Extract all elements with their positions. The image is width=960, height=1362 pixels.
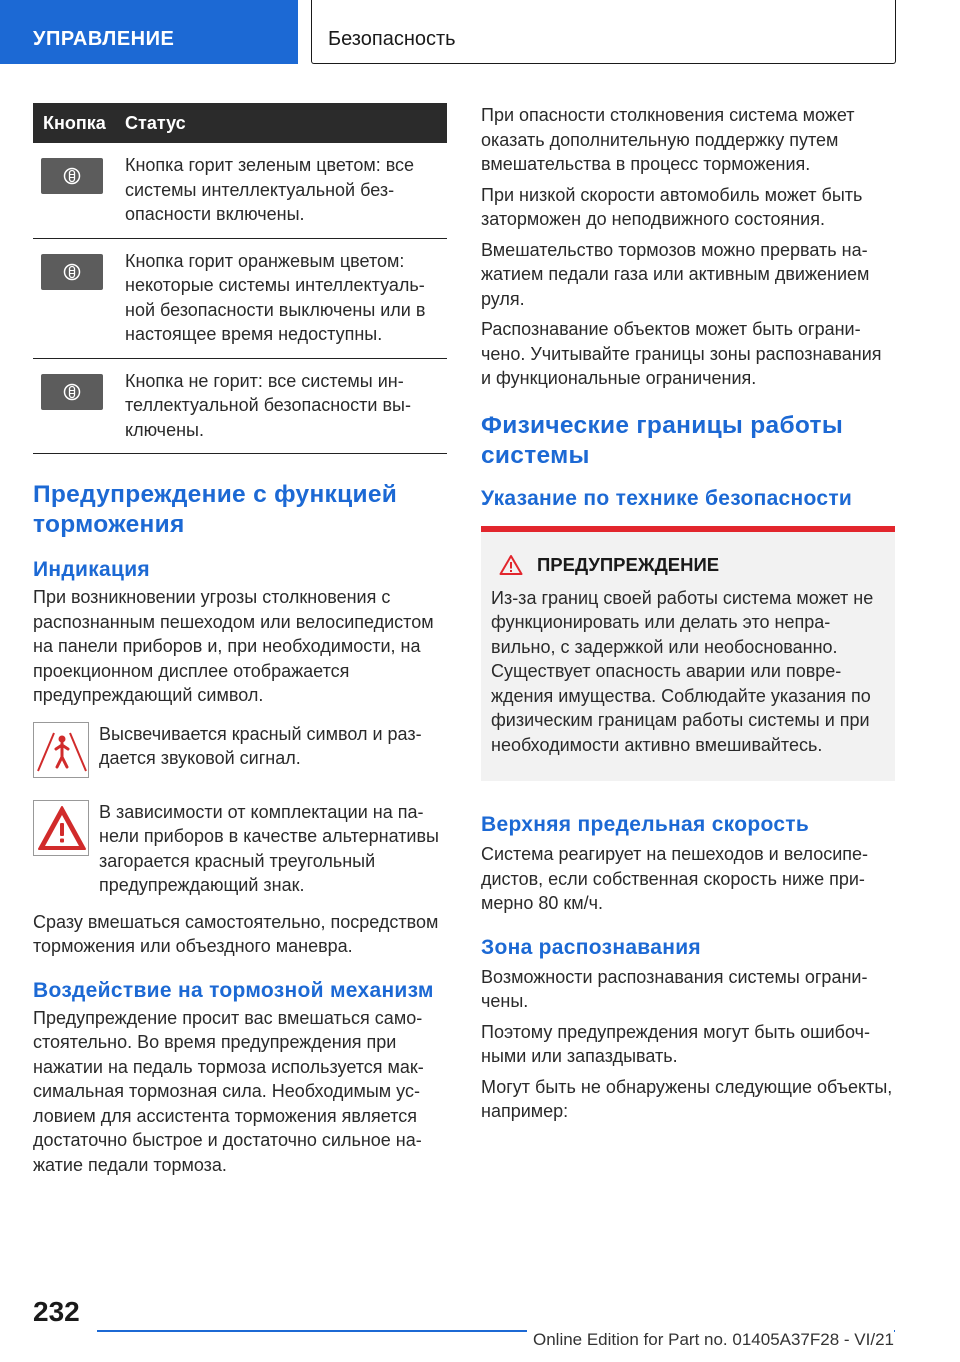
table-row (33, 143, 447, 239)
paragraph-braking-support: При опасности столкновения система может оказать дополнительную поддержку путем вмешательства в процесс торможения. (481, 105, 855, 174)
subheading-brake-system: Воздействие на тормозной механизм (33, 978, 434, 1002)
status-text: Кнопка горит оранжевым цветом: некоторые системы интеллектуальной безопасности выключены или в настоящее время недоступны. (125, 250, 426, 344)
paragraph-low-speed: При низкой скорости автомобиль может быть заторможен до неподвижного состояния. (481, 184, 863, 229)
paragraph-red-symbol: Высвечивается красный символ и раздается звуковой сигнал. (99, 723, 422, 768)
paragraph-zone-objects: Могут быть не обнаружены следующие объекты, например: (481, 1076, 893, 1121)
paragraph-zone-errors: Поэтому предупреждения могут быть ошибочными или запаздывать. (481, 1021, 870, 1066)
table-header-status: Статус (125, 112, 186, 133)
table-header (33, 103, 447, 143)
paragraph-recognition-limits: Распознавание объектов может быть ограничено. Учитывайте границы зоны распознавания и функциональные ограничения. (481, 319, 882, 388)
right-column (481, 103, 895, 1136)
button-off-icon (41, 374, 103, 410)
paragraph-zone-limits: Возможности распознавания системы ограничены. (481, 966, 868, 1011)
edition-text: Online Edition for Part no. 01405A37F28 - VI/21 (527, 1330, 894, 1350)
subheading-detection-zone: Зона распознавания (481, 935, 701, 959)
icon-paragraph-triangle (33, 800, 447, 898)
topic-title: Безопасность (328, 28, 456, 50)
section-heading-braking-warning: Предупреждение с функцией торможения (33, 481, 398, 538)
section-heading-system-limits: Физические границы работы системы (481, 411, 844, 469)
table-header-button: Кнопка (43, 112, 106, 133)
left-column (33, 103, 447, 1189)
subheading-safety-note: Указание по технике безопасности (481, 486, 853, 510)
pedestrian-warning-icon (33, 722, 89, 778)
status-text: Кнопка не горит: все системы интеллектуальной безопасности выключены. (125, 370, 411, 440)
page-number: 232 (33, 1296, 80, 1327)
chapter-title: УПРАВЛЕНИЕ (33, 28, 175, 50)
paragraph-interrupt: Вмешательство тормозов можно прервать нажатием педали газа или активным движением руля. (481, 239, 870, 309)
icon-paragraph-pedestrian (33, 722, 447, 782)
warning-box (481, 526, 895, 782)
warning-triangle-icon (33, 800, 89, 856)
subheading-indication: Индикация (33, 558, 150, 581)
paragraph-indication: При возникновении угрозы столкновения с распознанным пешеходом или велосипедистом на панели приборов и, при необходимости, на проекционном дисплее отображается предупреждающий символ. (33, 587, 434, 705)
button-green-icon (41, 158, 103, 194)
status-text: Кнопка горит зеленым цветом: все системы интеллектуальной безопасности включены. (125, 155, 415, 224)
topic-tab (311, 0, 896, 64)
warning-text: Из-за границ своей работы система может не функционировать или делать это неправильно, с задержкой или необоснованно. Существует опасность аварии или повреждения имущества. Соблюдайте указания по физическим границам работы системы и при необходимости активно вмешивайтесь. (491, 587, 874, 755)
table-row (33, 359, 447, 455)
warning-title-row (491, 554, 879, 576)
table-row (33, 239, 447, 359)
paragraph-red-triangle: В зависимости от комплектации на панели приборов в качестве альтернативы загорается красный треугольный предупреждающий знак. (99, 801, 439, 895)
warning-triangle-icon (499, 554, 523, 576)
warning-title: ПРЕДУПРЕЖДЕНИЕ (537, 553, 720, 575)
paragraph-brake-system: Предупреждение просит вас вмешаться самостоятельно. Во время предупреждения при нажатии на педаль тормоза используется максимальная тормозная сила. Необходимым условием для ассистента торможения является достаточно быстрое и достаточно сильное нажатие педали тормоза. (33, 1007, 424, 1175)
paragraph-speed-limit: Система реагирует на пешеходов и велосипедистов, если собственная скорость ниже примерно 80 км/ч. (481, 844, 869, 913)
button-orange-icon (41, 254, 103, 290)
subheading-speed-limit: Верхняя предельная скорость (481, 813, 810, 836)
chapter-tab (0, 0, 298, 64)
paragraph-intervene: Сразу вмешаться самостоятельно, посредством торможения или объездного маневра. (33, 911, 439, 956)
